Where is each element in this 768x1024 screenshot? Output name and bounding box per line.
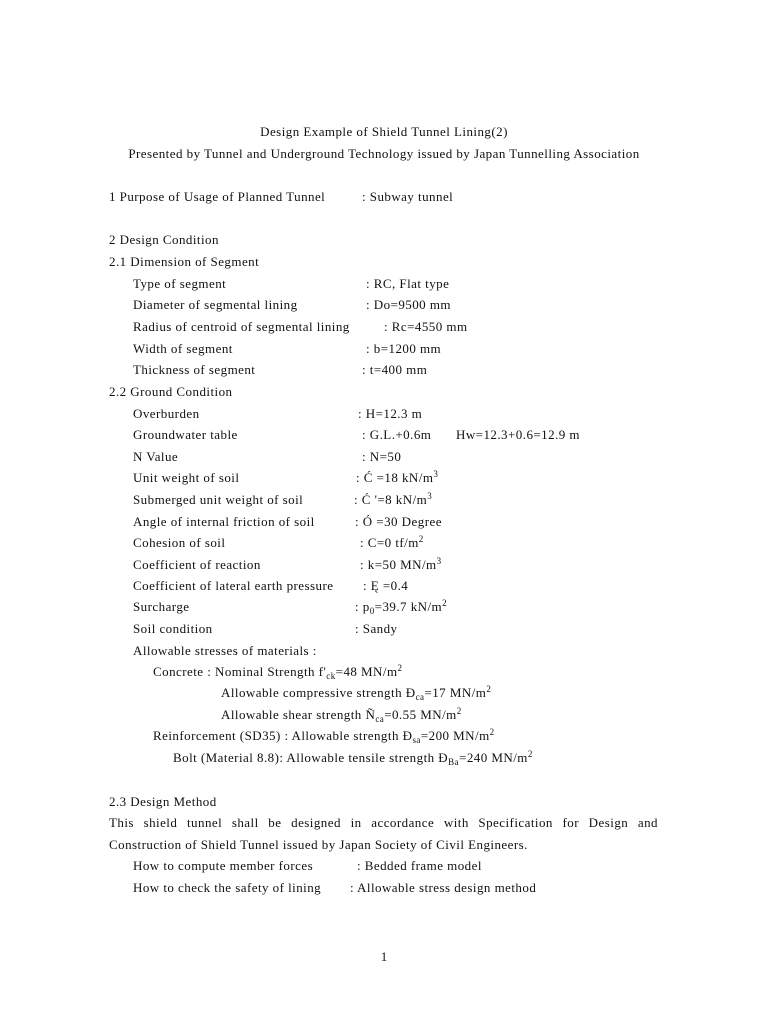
- row-label: Diameter of segmental lining: [133, 297, 298, 312]
- row-label: Coefficient of lateral earth pressure: [133, 578, 334, 593]
- shear-line: Allowable shear strength $Ñ_{ca}=0.55$ $MN/m^2$: [221, 706, 462, 724]
- row-value: : G.L.+0.6m: [362, 427, 432, 442]
- doc-title: Design Example of Shield Tunnel Lining(2): [260, 124, 508, 139]
- row-label: Overburden: [133, 406, 200, 421]
- row-label: Submerged unit weight of soil: [133, 492, 304, 507]
- row-value: : Rc=4550 mm: [384, 319, 468, 334]
- row-label: Radius of centroid of segmental lining: [133, 319, 350, 334]
- row-label: N Value: [133, 449, 179, 464]
- concrete-line: Concrete : Nominal Strength $f'_{ck}=48$ $MN/m^2$: [153, 663, 403, 681]
- row-value: : RC, Flat type: [366, 276, 450, 291]
- row-label: Type of segment: [133, 276, 227, 291]
- row-label: Coefficient of reaction: [133, 557, 261, 572]
- row-value: : k=50 $MN/m^3$: [360, 556, 442, 572]
- allowable-heading: Allowable stresses of materials :: [133, 643, 317, 658]
- row-value: : C=0 $tf/m^2$: [360, 534, 424, 550]
- paragraph-line: Construction of Shield Tunnel issued by Japan Society of Civil Engineers.: [109, 837, 528, 852]
- row-value: : Do=9500 mm: [366, 297, 451, 312]
- row-label: Thickness of segment: [133, 362, 256, 377]
- row-label: How to compute member forces: [133, 858, 314, 873]
- reinforcement-line: Reinforcement (SD35) : Allowable strength $Đ_{sa}=200$ $MN/m^2$: [153, 727, 495, 745]
- compressive-line: Allowable compressive strength $Đ_{ca}=17$ $MN/m^2$: [221, 684, 492, 702]
- section-heading: 2 Design Condition: [109, 232, 219, 247]
- row-label: Unit weight of soil: [133, 470, 240, 485]
- row-value: : Ó =30 Degree: [355, 514, 442, 529]
- purpose-label: 1 Purpose of Usage of Planned Tunnel: [109, 189, 326, 204]
- subsection-heading: 2.3 Design Method: [109, 794, 217, 809]
- row-value: : Ć =18 $kN/m^3$: [356, 469, 439, 485]
- row-value: : H=12.3 m: [358, 406, 423, 421]
- row-value: : Sandy: [355, 621, 398, 636]
- subsection-heading: 2.2 Ground Condition: [109, 384, 233, 399]
- subsection-heading: 2.1 Dimension of Segment: [109, 254, 260, 269]
- row-value: : N=50: [362, 449, 402, 464]
- page-number: 1: [380, 949, 388, 964]
- purpose-value: : Subway tunnel: [362, 189, 454, 204]
- row-value-extra: Hw=12.3+0.6=12.9 m: [456, 427, 580, 442]
- row-label: Soil condition: [133, 621, 213, 636]
- row-value: : Ć '=8 $kN/m^3$: [354, 491, 433, 507]
- row-label: Groundwater table: [133, 427, 238, 442]
- row-label: How to check the safety of lining: [133, 880, 322, 895]
- row-value: : b=1200 mm: [366, 341, 442, 356]
- doc-subtitle: Presented by Tunnel and Underground Technology issued by Japan Tunnelling Association: [128, 146, 640, 161]
- row-label: Width of segment: [133, 341, 233, 356]
- row-value: : $p_0=39.7$ $kN/m^2$: [355, 598, 448, 616]
- row-value: : Allowable stress design method: [350, 880, 537, 895]
- row-value: : Bedded frame model: [357, 858, 482, 873]
- row-value: : t=400 mm: [362, 362, 428, 377]
- row-label: Surcharge: [133, 599, 190, 614]
- row-label: Cohesion of soil: [133, 535, 226, 550]
- bolt-line: Bolt (Material 8.8): Allowable tensile strength $Đ_{Ba}=240$ $MN/m^2$: [173, 749, 533, 767]
- row-label: Angle of internal friction of soil: [133, 514, 315, 529]
- paragraph-line: This shield tunnel shall be designed in accordance with Specification for Design and: [109, 815, 658, 830]
- row-value: : Ę =0.4: [363, 578, 409, 593]
